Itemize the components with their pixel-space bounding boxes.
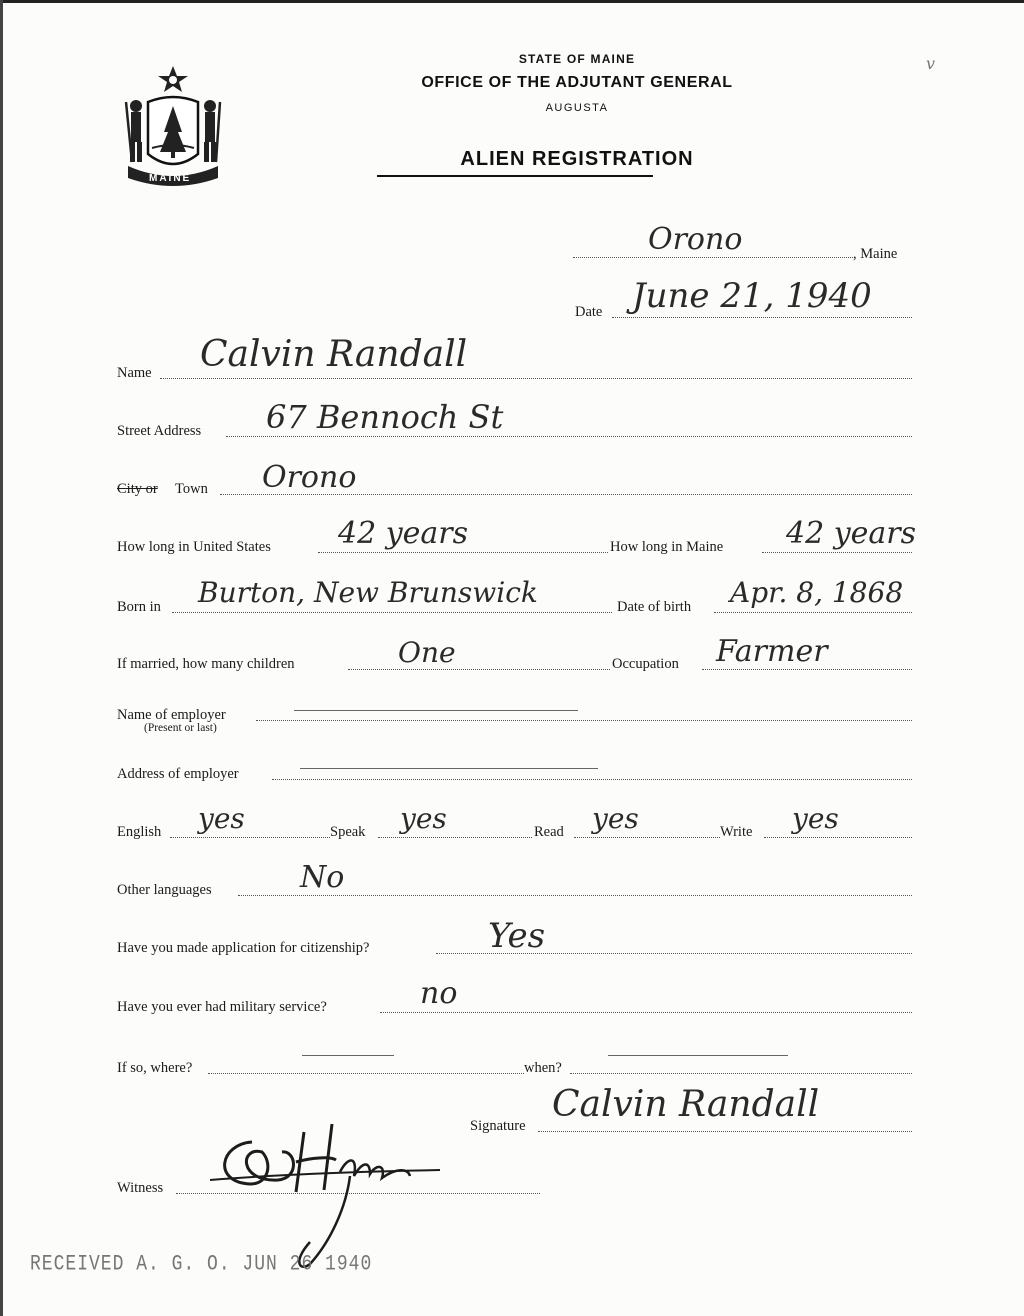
received-stamp: RECEIVED A. G. O. JUN 26 1940 xyxy=(30,1252,373,1277)
other-languages-label: Other languages xyxy=(117,882,212,898)
witness-signature-scrawl xyxy=(200,1112,450,1272)
born-label: Born in xyxy=(117,599,161,615)
where-label: If so, where? xyxy=(117,1060,193,1076)
where-line xyxy=(208,1073,524,1074)
children-line xyxy=(348,669,610,670)
dob-label: Date of birth xyxy=(617,599,692,615)
citizenship-value: Yes xyxy=(488,916,546,956)
write-line xyxy=(764,837,912,838)
date-line xyxy=(612,317,912,318)
street-value: 67 Bennoch St xyxy=(266,398,504,436)
maine-suffix-label: , Maine xyxy=(853,246,898,262)
military-line xyxy=(380,1012,912,1013)
english-line xyxy=(170,837,330,838)
english-value: yes xyxy=(198,802,245,835)
military-value: no xyxy=(420,976,458,1011)
employer-address-dash xyxy=(300,768,598,769)
when-line xyxy=(570,1073,912,1074)
maine-years-line xyxy=(762,552,912,553)
employer-address-label: Address of employer xyxy=(117,766,239,782)
us-years-label: How long in United States xyxy=(117,539,271,555)
english-label: English xyxy=(117,824,162,840)
employer-note: (Present or last) xyxy=(144,722,217,734)
header-office: OFFICE OF THE ADJUTANT GENERAL xyxy=(421,74,733,91)
when-label: when? xyxy=(524,1060,562,1076)
street-line xyxy=(226,436,912,437)
place-line xyxy=(573,257,853,258)
place-value: Orono xyxy=(648,222,743,257)
us-years-value: 42 years xyxy=(338,516,469,551)
dob-line xyxy=(714,612,912,613)
employer-line xyxy=(256,720,912,721)
read-label: Read xyxy=(534,824,564,840)
date-value: June 21, 1940 xyxy=(632,276,872,316)
children-label: If married, how many children xyxy=(117,656,295,672)
speak-label: Speak xyxy=(330,824,366,840)
corner-check-mark: v xyxy=(926,54,936,73)
us-years-line xyxy=(318,552,608,553)
born-line xyxy=(172,612,612,613)
occupation-line xyxy=(702,669,912,670)
military-label: Have you ever had military service? xyxy=(117,999,327,1015)
scan-border-top xyxy=(0,0,1024,3)
header-city: AUGUSTA xyxy=(545,102,609,114)
write-value: yes xyxy=(792,802,839,835)
speak-value: yes xyxy=(400,802,447,835)
employer-label: Name of employer xyxy=(117,707,226,723)
when-dash xyxy=(608,1055,788,1056)
scan-border-left xyxy=(0,0,3,1316)
street-label: Street Address xyxy=(117,423,202,439)
witness-label: Witness xyxy=(117,1180,164,1196)
signature-line xyxy=(538,1131,912,1132)
name-label: Name xyxy=(117,365,152,381)
dob-value: Apr. 8, 1868 xyxy=(730,576,904,609)
form-title: ALIEN REGISTRATION xyxy=(460,148,694,170)
where-dash xyxy=(302,1055,394,1056)
seal-banner-text: MAINE xyxy=(149,173,192,184)
maine-years-value: 42 years xyxy=(786,516,917,551)
name-value: Calvin Randall xyxy=(200,334,468,375)
citizenship-label: Have you made application for citizenship? xyxy=(117,940,370,956)
write-label: Write xyxy=(720,824,753,840)
occupation-value: Farmer xyxy=(716,634,828,669)
town-value: Orono xyxy=(262,460,357,495)
employer-dash xyxy=(294,710,578,711)
read-value: yes xyxy=(592,802,639,835)
born-value: Burton, New Brunswick xyxy=(198,576,538,609)
town-label: Town xyxy=(175,481,208,497)
occupation-label: Occupation xyxy=(612,656,679,672)
signature-label: Signature xyxy=(470,1118,526,1134)
date-label: Date xyxy=(575,304,603,320)
header-state: STATE OF MAINE xyxy=(518,52,636,66)
other-languages-line xyxy=(238,895,912,896)
employer-address-line xyxy=(272,779,912,780)
witness-value-text xyxy=(1,1,2,2)
maine-years-label: How long in Maine xyxy=(610,539,724,555)
speak-line xyxy=(378,837,532,838)
signature-value: Calvin Randall xyxy=(552,1084,820,1125)
other-languages-value: No xyxy=(300,860,345,895)
title-underline xyxy=(377,175,653,177)
read-line xyxy=(574,837,720,838)
city-label-struck: City or xyxy=(117,481,158,497)
children-value: One xyxy=(398,636,456,669)
name-line xyxy=(160,378,912,379)
